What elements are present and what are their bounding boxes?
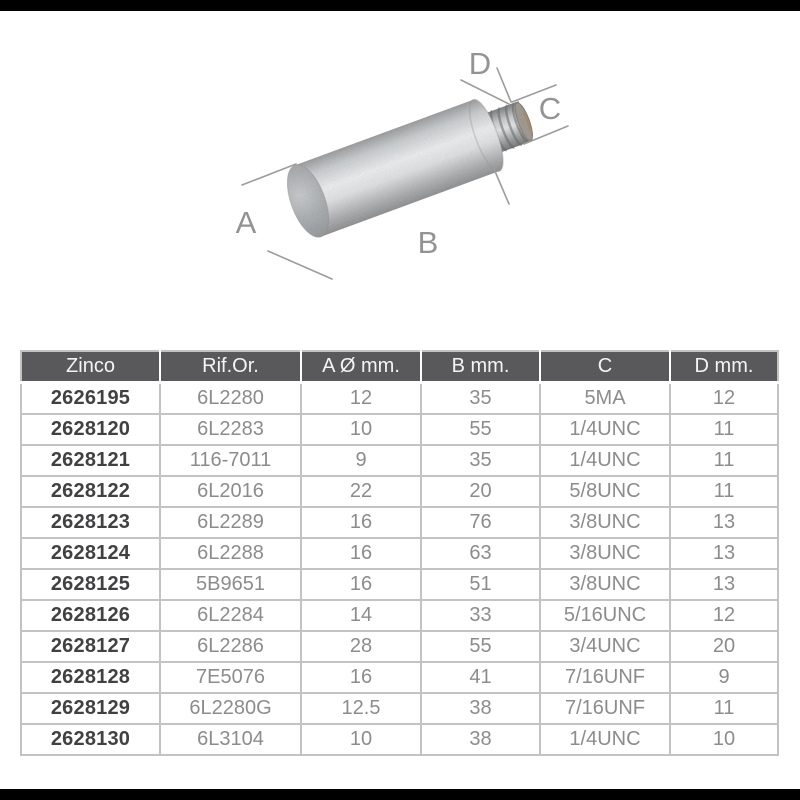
table-cell: 13 (670, 538, 778, 569)
table-cell: 6L2280G (160, 693, 301, 724)
column-header: B mm. (421, 351, 540, 383)
table-cell: 16 (301, 507, 421, 538)
table-cell: 20 (670, 631, 778, 662)
table-cell: 63 (421, 538, 540, 569)
table-row (21, 600, 778, 631)
dim-label-c: C (538, 91, 562, 126)
table-row (21, 414, 778, 445)
table-cell: 2628128 (21, 662, 160, 693)
table-row (21, 538, 778, 569)
table-row (21, 693, 778, 724)
table-cell: 38 (421, 724, 540, 755)
table-row (21, 445, 778, 476)
table-cell: 16 (301, 538, 421, 569)
table-cell: 76 (421, 507, 540, 538)
table-cell: 22 (301, 476, 421, 507)
table-cell: 6L2286 (160, 631, 301, 662)
table-row (21, 383, 778, 415)
table-cell: 5/8UNC (540, 476, 670, 507)
table-cell: 2628127 (21, 631, 160, 662)
dim-line-d-left (461, 80, 509, 104)
table-cell: 12 (670, 383, 778, 415)
table-cell: 3/8UNC (540, 507, 670, 538)
table-cell: 6L2283 (160, 414, 301, 445)
table-cell: 35 (421, 445, 540, 476)
table-cell: 9 (301, 445, 421, 476)
dim-label-d: D (468, 46, 492, 81)
table-cell: 11 (670, 693, 778, 724)
column-header: Rif.Or. (160, 351, 301, 383)
table-row (21, 569, 778, 600)
table-cell: 3/4UNC (540, 631, 670, 662)
table-row (21, 476, 778, 507)
table-cell: 7/16UNF (540, 662, 670, 693)
product-diagram (0, 0, 800, 345)
table-cell: 11 (670, 414, 778, 445)
table-cell: 16 (301, 662, 421, 693)
table-cell: 5B9651 (160, 569, 301, 600)
table-row (21, 507, 778, 538)
column-header: C (540, 351, 670, 383)
table-cell: 20 (421, 476, 540, 507)
table-cell: 33 (421, 600, 540, 631)
table-cell: 1/4UNC (540, 445, 670, 476)
table-cell: 11 (670, 445, 778, 476)
table-cell: 13 (670, 569, 778, 600)
table-cell: 2626195 (21, 383, 160, 415)
table-cell: 1/4UNC (540, 724, 670, 755)
table-cell: 10 (301, 724, 421, 755)
table-cell: 2628121 (21, 445, 160, 476)
table-cell: 116-7011 (160, 445, 301, 476)
table-cell: 2628122 (21, 476, 160, 507)
table-cell: 28 (301, 631, 421, 662)
table-cell: 3/8UNC (540, 538, 670, 569)
table-row (21, 662, 778, 693)
table-cell: 6L2016 (160, 476, 301, 507)
table-cell: 1/4UNC (540, 414, 670, 445)
table-cell: 6L2288 (160, 538, 301, 569)
table-cell: 41 (421, 662, 540, 693)
table-cell: 55 (421, 414, 540, 445)
table-cell: 12 (301, 383, 421, 415)
dim-line-d-right (497, 68, 511, 102)
dim-label-b: B (417, 225, 439, 260)
column-header: Zinco (21, 351, 160, 383)
column-header: D mm. (670, 351, 778, 383)
dim-line-a-lower (268, 251, 332, 279)
table-cell: 2628129 (21, 693, 160, 724)
table-body (21, 383, 778, 756)
table-cell: 10 (670, 724, 778, 755)
table-row (21, 724, 778, 755)
table-cell: 16 (301, 569, 421, 600)
table-cell: 5MA (540, 383, 670, 415)
table-cell: 6L2280 (160, 383, 301, 415)
table-cell: 6L2289 (160, 507, 301, 538)
table-cell: 6L3104 (160, 724, 301, 755)
table-cell: 5/16UNC (540, 600, 670, 631)
table-cell: 2628124 (21, 538, 160, 569)
letterbox-bar-bottom (0, 789, 800, 800)
table-cell: 38 (421, 693, 540, 724)
table-cell: 2628123 (21, 507, 160, 538)
table-cell: 2628130 (21, 724, 160, 755)
table-cell: 35 (421, 383, 540, 415)
table-cell: 10 (301, 414, 421, 445)
spec-table (20, 350, 779, 756)
table-cell: 2628120 (21, 414, 160, 445)
table-header-row (21, 351, 778, 383)
table-cell: 12 (670, 600, 778, 631)
table-cell: 7E5076 (160, 662, 301, 693)
table-cell: 51 (421, 569, 540, 600)
anode-cylinder (275, 81, 547, 246)
table-cell: 6L2284 (160, 600, 301, 631)
table-cell: 2628125 (21, 569, 160, 600)
table-cell: 55 (421, 631, 540, 662)
anode-photo (0, 0, 800, 345)
table-cell: 11 (670, 476, 778, 507)
table-cell: 14 (301, 600, 421, 631)
column-header: A Ø mm. (301, 351, 421, 383)
table-cell: 2628126 (21, 600, 160, 631)
dim-label-a: A (235, 205, 257, 240)
table-cell: 9 (670, 662, 778, 693)
table-row (21, 631, 778, 662)
table-cell: 13 (670, 507, 778, 538)
table-cell: 7/16UNF (540, 693, 670, 724)
table-cell: 12.5 (301, 693, 421, 724)
dim-line-b-right (494, 169, 509, 204)
table-cell: 3/8UNC (540, 569, 670, 600)
